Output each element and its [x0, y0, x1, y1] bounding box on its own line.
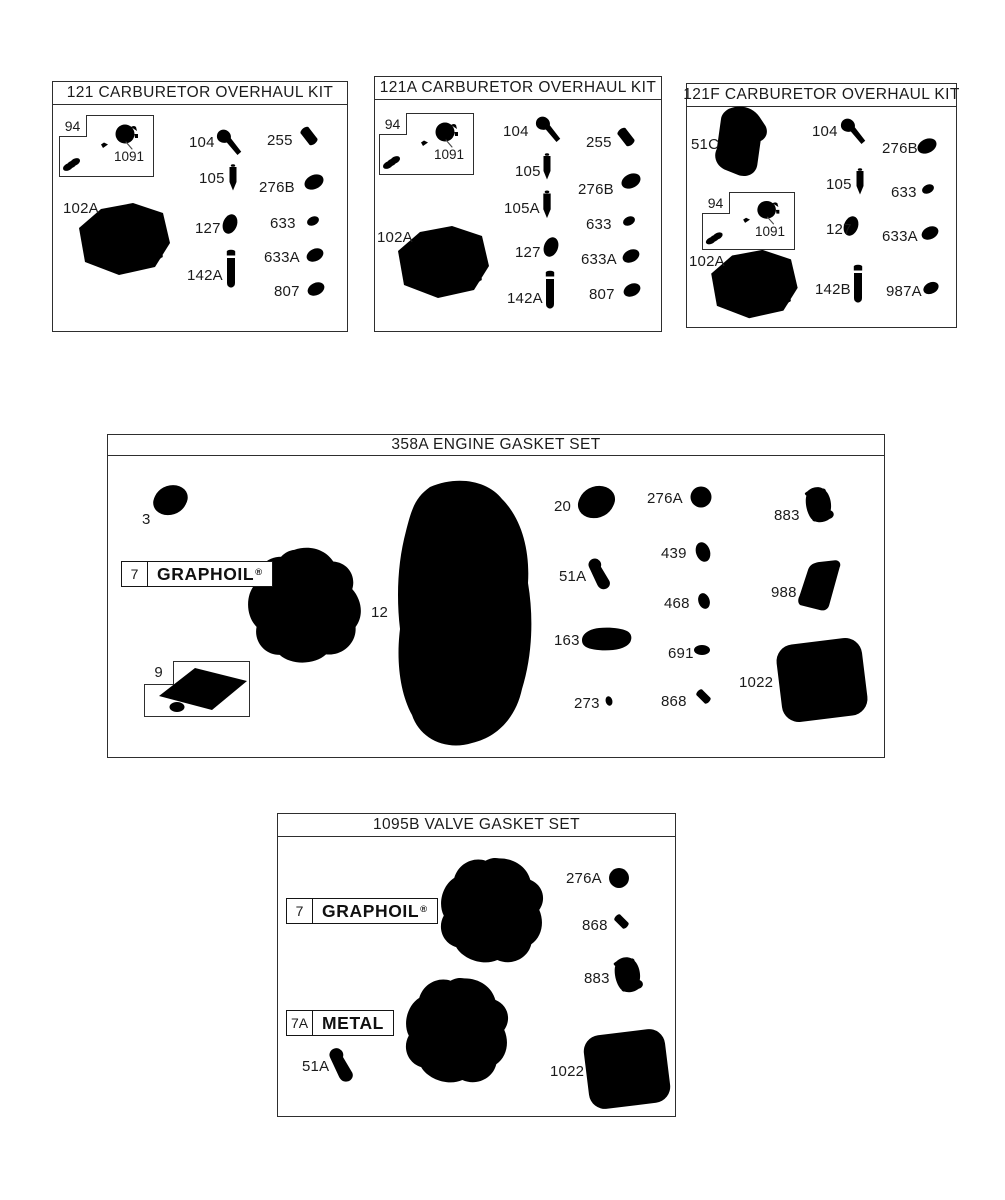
part-691-drawing: [694, 645, 710, 655]
breather-gasket-drawing: [157, 668, 250, 712]
kit-121a-title: 121A CARBURETOR OVERHAUL KIT: [375, 77, 661, 100]
inset-9: [144, 661, 250, 717]
part-105-drawing: [544, 153, 551, 179]
engine-gasket-set-box: [107, 434, 885, 758]
part-105a-drawing: [543, 191, 550, 219]
part-633a-drawing: [304, 246, 325, 265]
graphoil-tag-number: 7: [287, 899, 313, 923]
part-label-276b: 276B: [259, 179, 295, 196]
part-label-1022: 1022: [550, 1063, 585, 1080]
part-label-104: 104: [189, 134, 215, 151]
part-12-crankcase-gasket-drawing: [398, 481, 531, 746]
part-883-drawing: [611, 954, 644, 995]
part-label-142a: 142A: [187, 267, 223, 284]
inset-94-artwork: [703, 193, 796, 251]
part-142a-drawing: [227, 250, 235, 290]
part-label-102a: 102A: [63, 200, 99, 217]
part-label-105: 105: [515, 163, 541, 180]
part-label-127: 127: [826, 221, 852, 238]
leader-line: [768, 217, 774, 224]
part-987a-drawing: [921, 279, 940, 296]
inset-9-number: 9: [144, 661, 174, 685]
part-label-276b: 276B: [578, 181, 614, 198]
part-label-12: 12: [371, 604, 389, 621]
part-label-276b: 276B: [882, 140, 918, 157]
part-label-142a: 142A: [507, 290, 543, 307]
part-633a-drawing: [620, 247, 641, 266]
part-1091-drawing: [436, 123, 459, 142]
registered-mark: ®: [255, 566, 263, 578]
part-label-988: 988: [771, 584, 797, 601]
kit-121a-inset-94: [379, 113, 474, 175]
part-label-883: 883: [774, 507, 800, 524]
leader-line: [446, 140, 452, 147]
part-468-drawing: [696, 592, 712, 611]
part-439-drawing: [693, 540, 712, 563]
part-273-drawing: [605, 695, 614, 706]
part-label-255: 255: [586, 134, 612, 151]
part-633-drawing: [622, 214, 637, 227]
part-label-807: 807: [274, 283, 300, 300]
valve-gasket-set-title: 1095B VALVE GASKET SET: [278, 814, 675, 837]
part-label-276a: 276A: [566, 870, 602, 887]
part-276a-drawing: [691, 487, 712, 508]
part-label-987a: 987A: [886, 283, 922, 300]
part-label-633: 633: [270, 215, 296, 232]
metal-tag: [286, 1010, 394, 1036]
part-1091-drawing: [757, 201, 779, 219]
part-label-1091: 1091: [434, 147, 465, 162]
graphoil-tag: [286, 898, 438, 924]
part-633a-drawing: [919, 224, 940, 243]
kit-121f-box: [683, 83, 960, 328]
part-988-drawing: [797, 554, 841, 613]
part-label-105: 105: [199, 170, 225, 187]
part-label-51a: 51A: [559, 568, 587, 585]
part-label-868: 868: [582, 917, 608, 934]
part-label-255: 255: [267, 132, 293, 149]
part-51c-drawing: [713, 104, 770, 179]
graphoil-tag-text: GRAPHOIL ®: [157, 563, 263, 584]
part-51a-drawing: [327, 1046, 354, 1084]
leader-line: [126, 142, 132, 149]
valve-gasket-artwork: [278, 814, 677, 1118]
part-label-273: 273: [574, 695, 600, 712]
part-label-807: 807: [589, 286, 615, 303]
part-142b-drawing: [854, 265, 862, 305]
part-104-drawing: [214, 128, 245, 155]
inset-94-number: 94: [59, 115, 87, 137]
part-label-633a: 633A: [264, 249, 300, 266]
part-label-104: 104: [503, 123, 529, 140]
part-label-51a: 51A: [302, 1058, 330, 1075]
part-807-drawing: [305, 280, 326, 299]
part-127-drawing: [220, 212, 240, 236]
part-label-20: 20: [554, 498, 572, 515]
part-276a-drawing: [609, 868, 629, 888]
graphoil-tag: [121, 561, 273, 587]
part-1091-drawing: [116, 125, 139, 144]
part-127-drawing: [541, 235, 561, 259]
kit-121-box: [52, 81, 348, 332]
part-20-drawing: [573, 481, 619, 522]
part-633-drawing: [921, 182, 936, 195]
engine-gasket-set-title: 358A ENGINE GASKET SET: [108, 435, 884, 456]
part-633-drawing: [306, 214, 321, 227]
part-label-51c: 51C: [691, 136, 720, 153]
part-104-drawing: [533, 115, 564, 142]
graphoil-tag-text: GRAPHOIL ®: [322, 900, 428, 921]
part-255-drawing: [616, 126, 636, 147]
part-1022-drawing: [581, 1027, 672, 1111]
part-105-drawing: [230, 164, 237, 190]
inset-9-artwork: [145, 662, 251, 718]
part-51a-drawing: [587, 556, 612, 591]
kit-121f-inset-94: [702, 192, 795, 250]
part-label-883: 883: [584, 970, 610, 987]
part-label-1091: 1091: [114, 149, 145, 164]
part-label-127: 127: [195, 220, 221, 237]
part-276b-drawing: [619, 170, 643, 191]
part-163-drawing: [582, 628, 631, 651]
part-label-3: 3: [142, 511, 151, 528]
part-105-drawing: [857, 168, 864, 194]
part-label-633a: 633A: [882, 228, 918, 245]
part-276b-drawing: [915, 135, 939, 156]
inset-94-number: 94: [379, 113, 407, 135]
part-label-105a: 105A: [504, 200, 540, 217]
part-1022-drawing: [774, 636, 869, 724]
metal-tag-text: METAL: [322, 1012, 384, 1033]
part-label-102a: 102A: [377, 229, 413, 246]
inset-94-artwork: [380, 114, 475, 176]
part-868-drawing: [613, 913, 630, 930]
needle-spring-drawing: [705, 218, 750, 246]
inset-94-number: 94: [702, 192, 730, 214]
part-label-102a: 102A: [689, 253, 725, 270]
part-255-drawing: [299, 125, 319, 146]
kit-121-inset-94: [59, 115, 154, 177]
needle-spring-drawing: [62, 143, 108, 173]
needle-spring-drawing: [382, 141, 428, 171]
head-gasket-graphoil-drawing: [432, 849, 552, 971]
part-label-276a: 276A: [647, 490, 683, 507]
head-gasket-metal-drawing: [397, 969, 517, 1091]
kit-121-title: 121 CARBURETOR OVERHAUL KIT: [53, 82, 347, 105]
part-104-drawing: [838, 117, 869, 144]
part-883-drawing: [802, 484, 835, 524]
registered-mark: ®: [420, 903, 428, 915]
valve-gasket-set-box: [277, 813, 676, 1117]
part-label-163: 163: [554, 632, 580, 649]
part-label-633: 633: [586, 216, 612, 233]
part-label-127: 127: [515, 244, 541, 261]
part-3-drawing: [149, 481, 192, 520]
part-276b-drawing: [302, 171, 326, 192]
kit-121a-box: [374, 76, 662, 332]
part-label-105: 105: [826, 176, 852, 193]
kit-121f-title: 121F CARBURETOR OVERHAUL KIT: [687, 84, 956, 107]
part-807-drawing: [621, 281, 642, 300]
part-label-142b: 142B: [815, 281, 851, 298]
part-142a-drawing: [546, 271, 554, 311]
part-label-691: 691: [668, 645, 694, 662]
part-label-104: 104: [812, 123, 838, 140]
part-label-468: 468: [664, 595, 690, 612]
part-label-439: 439: [661, 545, 687, 562]
metal-tag-number: 7A: [287, 1011, 313, 1035]
part-868-drawing: [695, 688, 712, 705]
part-label-1022: 1022: [739, 674, 774, 691]
part-label-868: 868: [661, 693, 687, 710]
inset-94-artwork: [60, 116, 155, 178]
part-label-633: 633: [891, 184, 917, 201]
part-label-633a: 633A: [581, 251, 617, 268]
graphoil-tag-number: 7: [122, 562, 148, 586]
part-label-1091: 1091: [755, 224, 786, 239]
